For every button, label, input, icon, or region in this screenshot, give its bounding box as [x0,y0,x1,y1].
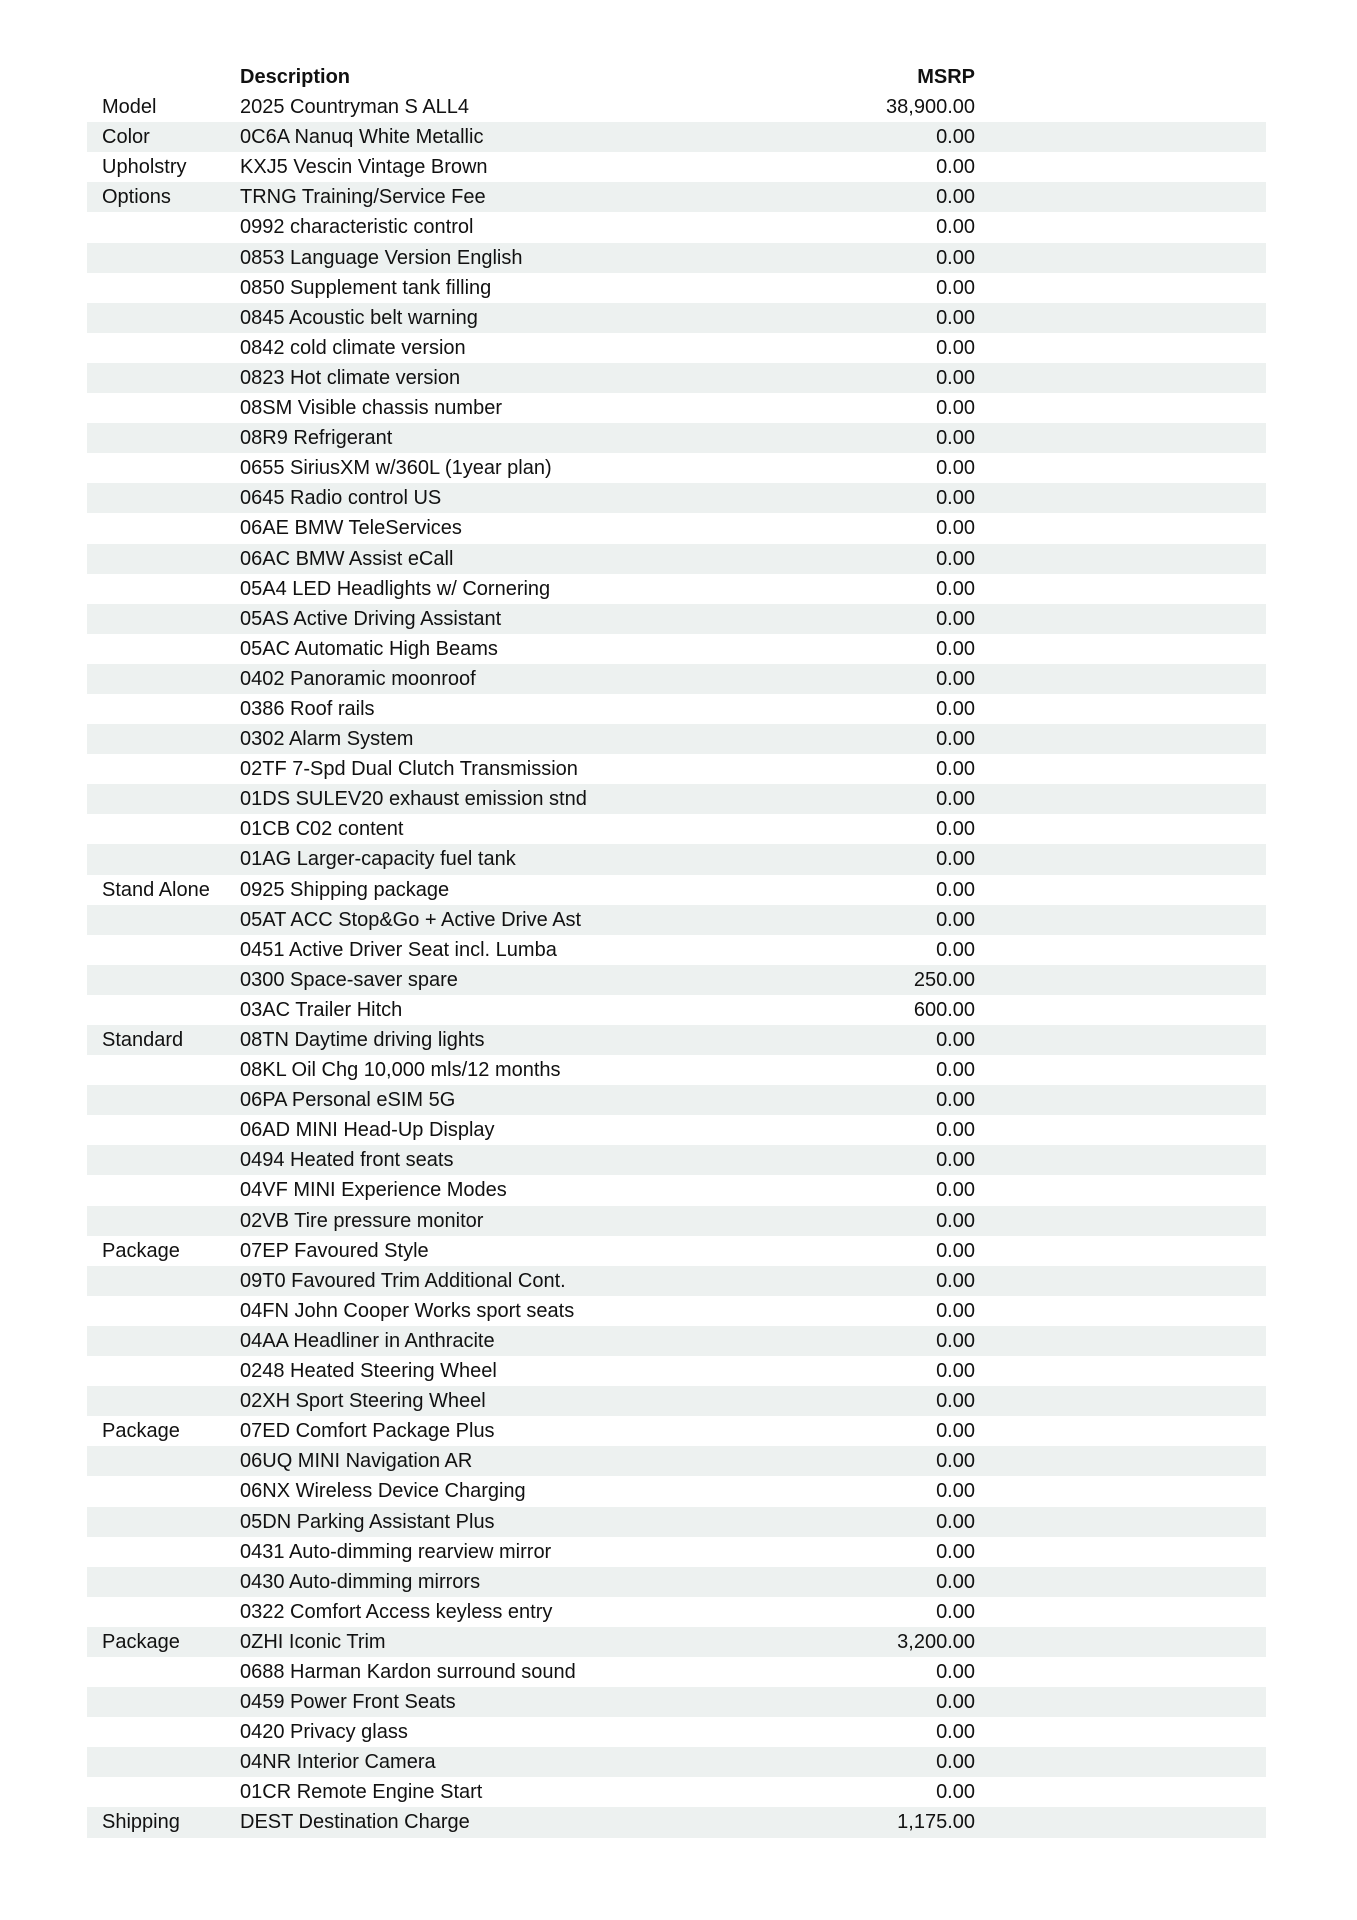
row-description: 0645 Radio control US [240,487,442,510]
table-row [87,544,1266,574]
row-msrp: 0.00 [936,186,975,209]
row-msrp: 0.00 [936,788,975,811]
row-msrp: 0.00 [936,397,975,420]
row-right-spacer [975,513,1266,543]
row-description: 04VF MINI Experience Modes [240,1179,507,1202]
table-row [87,1537,1266,1567]
row-right-spacer [975,1416,1266,1446]
table-row [87,1687,1266,1717]
row-msrp: 0.00 [936,1781,975,1804]
row-msrp: 0.00 [936,276,975,299]
table-row [87,92,1266,122]
row-right-spacer [975,1777,1266,1807]
table-row [87,664,1266,694]
row-description: 02VB Tire pressure monitor [240,1209,484,1232]
row-right-spacer [975,1627,1266,1657]
row-right-spacer [975,905,1266,935]
row-category: Upholstry [102,156,187,179]
row-description: 0853 Language Version English [240,246,523,269]
row-category [102,1326,240,1356]
row-right-spacer [975,995,1266,1025]
table-row [87,1597,1266,1627]
row-msrp: 0.00 [936,1540,975,1563]
row-msrp: 0.00 [936,697,975,720]
row-description: 0386 Roof rails [240,697,375,720]
row-category [102,1386,240,1416]
header-category-spacer [102,62,240,92]
row-category [102,1747,240,1777]
table-row [87,1386,1266,1416]
row-description: 04AA Headliner in Anthracite [240,1329,495,1352]
row-right-spacer [975,1055,1266,1085]
row-category [102,1717,240,1747]
row-msrp: 3,200.00 [897,1630,975,1653]
row-category [102,935,240,965]
row-description: 0494 Heated front seats [240,1149,454,1172]
row-msrp: 1,175.00 [897,1811,975,1834]
row-right-spacer [975,212,1266,242]
row-msrp: 0.00 [936,1059,975,1082]
row-msrp: 0.00 [936,216,975,239]
row-right-spacer [975,1386,1266,1416]
row-description: TRNG Training/Service Fee [240,186,486,209]
row-right-spacer [975,875,1266,905]
row-msrp: 0.00 [936,1570,975,1593]
table-row [87,784,1266,814]
row-right-spacer [975,634,1266,664]
row-right-spacer [975,1446,1266,1476]
row-right-spacer [975,724,1266,754]
row-description: 06UQ MINI Navigation AR [240,1450,473,1473]
table-row [87,935,1266,965]
row-category [102,995,240,1025]
row-category [102,363,240,393]
row-right-spacer [975,604,1266,634]
row-description: 0845 Acoustic belt warning [240,306,478,329]
row-right-spacer [975,1657,1266,1687]
row-msrp: 0.00 [936,517,975,540]
row-description: 0823 Hot climate version [240,366,461,389]
row-category [102,754,240,784]
row-category [102,1175,240,1205]
row-msrp: 0.00 [936,1360,975,1383]
table-row [87,1326,1266,1356]
table-row [87,1416,1266,1446]
row-right-spacer [975,1537,1266,1567]
options-price-table [87,62,1266,1838]
row-description: 05AT ACC Stop&Go + Active Drive Ast [240,908,582,931]
header-right-spacer [975,62,1266,92]
table-row [87,1175,1266,1205]
table-row [87,1266,1266,1296]
row-category: Shipping [102,1811,180,1834]
row-description: 0925 Shipping package [240,878,450,901]
row-category: Package [102,1630,180,1653]
row-msrp: 0.00 [936,1269,975,1292]
row-right-spacer [975,1747,1266,1777]
table-row [87,212,1266,242]
row-category [102,1507,240,1537]
row-right-spacer [975,453,1266,483]
table-row [87,182,1266,212]
table-row [87,243,1266,273]
row-category [102,1597,240,1627]
table-header-row [87,62,1266,92]
table-row [87,423,1266,453]
row-description: KXJ5 Vescin Vintage Brown [240,156,488,179]
row-category: Options [102,186,171,209]
row-right-spacer [975,754,1266,784]
row-msrp: 0.00 [936,1029,975,1051]
table-row [87,1085,1266,1115]
table-row [87,363,1266,393]
table-row [87,1025,1266,1055]
row-description: 0420 Privacy glass [240,1721,408,1744]
row-description: 0431 Auto-dimming rearview mirror [240,1540,552,1563]
row-description: 01CR Remote Engine Start [240,1781,483,1804]
row-right-spacer [975,1296,1266,1326]
row-right-spacer [975,1597,1266,1627]
row-category [102,1296,240,1326]
row-right-spacer [975,122,1266,152]
table-row [87,754,1266,784]
row-right-spacer [975,1326,1266,1356]
table-row [87,1206,1266,1236]
table-row [87,1446,1266,1476]
row-right-spacer [975,1115,1266,1145]
table-body [87,92,1266,1837]
table-row [87,333,1266,363]
table-row [87,1236,1266,1266]
row-description: 05A4 LED Headlights w/ Cornering [240,577,551,600]
row-right-spacer [975,243,1266,273]
row-category [102,1055,240,1085]
row-msrp: 0.00 [936,1510,975,1533]
row-category [102,784,240,814]
row-description: 2025 Countryman S ALL4 [240,96,470,119]
row-category [102,905,240,935]
row-right-spacer [975,1507,1266,1537]
row-msrp: 0.00 [936,156,975,179]
row-msrp: 0.00 [936,1209,975,1232]
row-msrp: 0.00 [936,758,975,781]
table-row [87,122,1266,152]
row-description: 04FN John Cooper Works sport seats [240,1299,575,1322]
row-description: 0302 Alarm System [240,728,414,751]
row-category [102,1687,240,1717]
row-description: 08TN Daytime driving lights [240,1029,485,1051]
row-description: 0842 cold climate version [240,336,466,359]
row-description: 08R9 Refrigerant [240,427,393,450]
row-category [102,1446,240,1476]
table-row [87,875,1266,905]
row-description: 0655 SiriusXM w/360L (1year plan) [240,457,552,480]
row-msrp: 0.00 [936,1660,975,1683]
row-right-spacer [975,1175,1266,1205]
row-description: 08SM Visible chassis number [240,397,502,420]
row-category: Stand Alone [102,878,210,901]
table-row [87,694,1266,724]
row-description: 0459 Power Front Seats [240,1691,456,1714]
row-description: 04NR Interior Camera [240,1751,436,1774]
row-category [102,694,240,724]
row-description: 06AC BMW Assist eCall [240,547,454,570]
row-msrp: 0.00 [936,1480,975,1503]
row-right-spacer [975,423,1266,453]
row-description: 0688 Harman Kardon surround sound [240,1660,576,1683]
row-msrp: 0.00 [936,607,975,630]
row-msrp: 0.00 [936,1691,975,1714]
row-description: 0300 Space-saver spare [240,968,458,991]
row-category [102,1356,240,1386]
table-row [87,965,1266,995]
row-right-spacer [975,1025,1266,1055]
row-category [102,634,240,664]
row-right-spacer [975,935,1266,965]
row-msrp: 0.00 [936,848,975,871]
table-row [87,1507,1266,1537]
row-msrp: 0.00 [936,1329,975,1352]
table-row [87,634,1266,664]
row-category: Package [102,1420,180,1443]
row-msrp: 0.00 [936,547,975,570]
row-msrp: 0.00 [936,938,975,961]
table-row [87,1476,1266,1506]
row-msrp: 250.00 [913,968,975,991]
table-row [87,844,1266,874]
row-right-spacer [975,844,1266,874]
row-description: 0451 Active Driver Seat incl. Lumba [240,938,557,961]
row-category [102,513,240,543]
row-category [102,1206,240,1236]
row-msrp: 0.00 [936,637,975,660]
table-row [87,1145,1266,1175]
row-right-spacer [975,1266,1266,1296]
row-right-spacer [975,333,1266,363]
row-description: 06AD MINI Head-Up Display [240,1119,495,1142]
row-msrp: 0.00 [936,1299,975,1322]
row-msrp: 0.00 [936,908,975,931]
row-description: 02TF 7-Spd Dual Clutch Transmission [240,758,578,781]
row-description: 0992 characteristic control [240,216,474,239]
row-description: 0ZHI Iconic Trim [240,1630,386,1653]
table-row [87,513,1266,543]
row-right-spacer [975,965,1266,995]
table-row [87,1356,1266,1386]
row-description: 0322 Comfort Access keyless entry [240,1600,553,1623]
row-msrp: 0.00 [936,1179,975,1202]
row-category [102,1476,240,1506]
table-row [87,1717,1266,1747]
row-msrp: 0.00 [936,1119,975,1142]
row-msrp: 0.00 [936,728,975,751]
row-category [102,664,240,694]
row-right-spacer [975,1807,1266,1837]
row-category [102,1567,240,1597]
table-row [87,483,1266,513]
row-msrp: 0.00 [936,1450,975,1473]
row-msrp: 0.00 [936,1239,975,1262]
row-description: 06NX Wireless Device Charging [240,1480,526,1503]
row-msrp: 0.00 [936,1420,975,1443]
row-right-spacer [975,1085,1266,1115]
table-row [87,1567,1266,1597]
row-msrp: 0.00 [936,878,975,901]
row-category [102,1266,240,1296]
row-right-spacer [975,1687,1266,1717]
row-right-spacer [975,1567,1266,1597]
row-category [102,1537,240,1567]
table-row [87,604,1266,634]
row-category [102,303,240,333]
row-description: 05DN Parking Assistant Plus [240,1510,495,1533]
row-right-spacer [975,1145,1266,1175]
row-description: 08KL Oil Chg 10,000 mls/12 months [240,1059,561,1082]
row-right-spacer [975,1356,1266,1386]
row-description: 09T0 Favoured Trim Additional Cont. [240,1269,566,1292]
row-right-spacer [975,574,1266,604]
row-category [102,1657,240,1687]
row-description: 0850 Supplement tank filling [240,276,492,299]
row-category [102,1115,240,1145]
table-row [87,995,1266,1025]
row-category [102,273,240,303]
row-description: 05AS Active Driving Assistant [240,607,502,630]
row-category [102,453,240,483]
row-right-spacer [975,544,1266,574]
row-description: 03AC Trailer Hitch [240,998,403,1021]
row-category [102,604,240,634]
row-category [102,1145,240,1175]
row-right-spacer [975,92,1266,122]
table-row [87,393,1266,423]
table-row [87,1055,1266,1085]
row-right-spacer [975,483,1266,513]
row-category [102,814,240,844]
table-row [87,303,1266,333]
row-description: 0248 Heated Steering Wheel [240,1360,497,1383]
table-row [87,1807,1266,1837]
row-msrp: 0.00 [936,577,975,600]
table-row [87,1657,1266,1687]
table-row [87,814,1266,844]
row-category: Model [102,96,157,119]
row-category [102,724,240,754]
row-msrp: 0.00 [936,427,975,450]
row-right-spacer [975,694,1266,724]
row-right-spacer [975,1206,1266,1236]
row-category [102,844,240,874]
row-description: 0C6A Nanuq White Metallic [240,126,484,149]
row-description: 01DS SULEV20 exhaust emission stnd [240,788,587,811]
row-msrp: 38,900.00 [886,96,975,119]
row-description: 07ED Comfort Package Plus [240,1420,495,1443]
row-msrp: 0.00 [936,1751,975,1774]
row-category [102,423,240,453]
row-description: 0402 Panoramic moonroof [240,667,476,690]
table-row [87,273,1266,303]
row-category [102,243,240,273]
row-category [102,1777,240,1807]
row-msrp: 0.00 [936,1089,975,1112]
row-category: Standard [102,1029,184,1051]
row-category [102,574,240,604]
row-description: 05AC Automatic High Beams [240,637,498,660]
row-right-spacer [975,784,1266,814]
row-right-spacer [975,273,1266,303]
row-description: 06PA Personal eSIM 5G [240,1089,456,1112]
row-msrp: 0.00 [936,306,975,329]
row-right-spacer [975,1476,1266,1506]
row-msrp: 0.00 [936,487,975,510]
row-right-spacer [975,393,1266,423]
row-description: DEST Destination Charge [240,1811,470,1834]
row-description: 0430 Auto-dimming mirrors [240,1570,481,1593]
table-row [87,1627,1266,1657]
row-msrp: 0.00 [936,667,975,690]
row-right-spacer [975,1236,1266,1266]
table-row [87,1777,1266,1807]
row-category [102,483,240,513]
row-msrp: 0.00 [936,1149,975,1172]
row-right-spacer [975,303,1266,333]
row-category [102,393,240,423]
row-description: 02XH Sport Steering Wheel [240,1390,486,1413]
row-msrp: 0.00 [936,1600,975,1623]
row-msrp: 0.00 [936,457,975,480]
row-category [102,212,240,242]
row-right-spacer [975,152,1266,182]
row-msrp: 0.00 [936,336,975,359]
table-row [87,1747,1266,1777]
table-row [87,1296,1266,1326]
table-row [87,905,1266,935]
row-description: 07EP Favoured Style [240,1239,429,1262]
row-description: 01AG Larger-capacity fuel tank [240,848,516,871]
row-right-spacer [975,664,1266,694]
row-category: Color [102,126,150,149]
table-row [87,1115,1266,1145]
row-msrp: 0.00 [936,1390,975,1413]
row-msrp: 0.00 [936,246,975,269]
row-right-spacer [975,363,1266,393]
row-category [102,544,240,574]
row-msrp: 0.00 [936,126,975,149]
table-row [87,152,1266,182]
row-category [102,1085,240,1115]
table-row [87,453,1266,483]
row-description: 01CB C02 content [240,818,404,841]
row-category [102,965,240,995]
row-msrp: 0.00 [936,366,975,389]
row-right-spacer [975,182,1266,212]
row-msrp: 0.00 [936,818,975,841]
row-description: 06AE BMW TeleServices [240,517,462,540]
row-right-spacer [975,814,1266,844]
row-category [102,333,240,363]
row-msrp: 600.00 [913,998,975,1021]
row-category: Package [102,1239,180,1262]
table-row [87,724,1266,754]
header-msrp: MSRP [917,66,975,88]
header-description: Description [240,66,351,88]
row-msrp: 0.00 [936,1721,975,1744]
row-right-spacer [975,1717,1266,1747]
table-row [87,574,1266,604]
